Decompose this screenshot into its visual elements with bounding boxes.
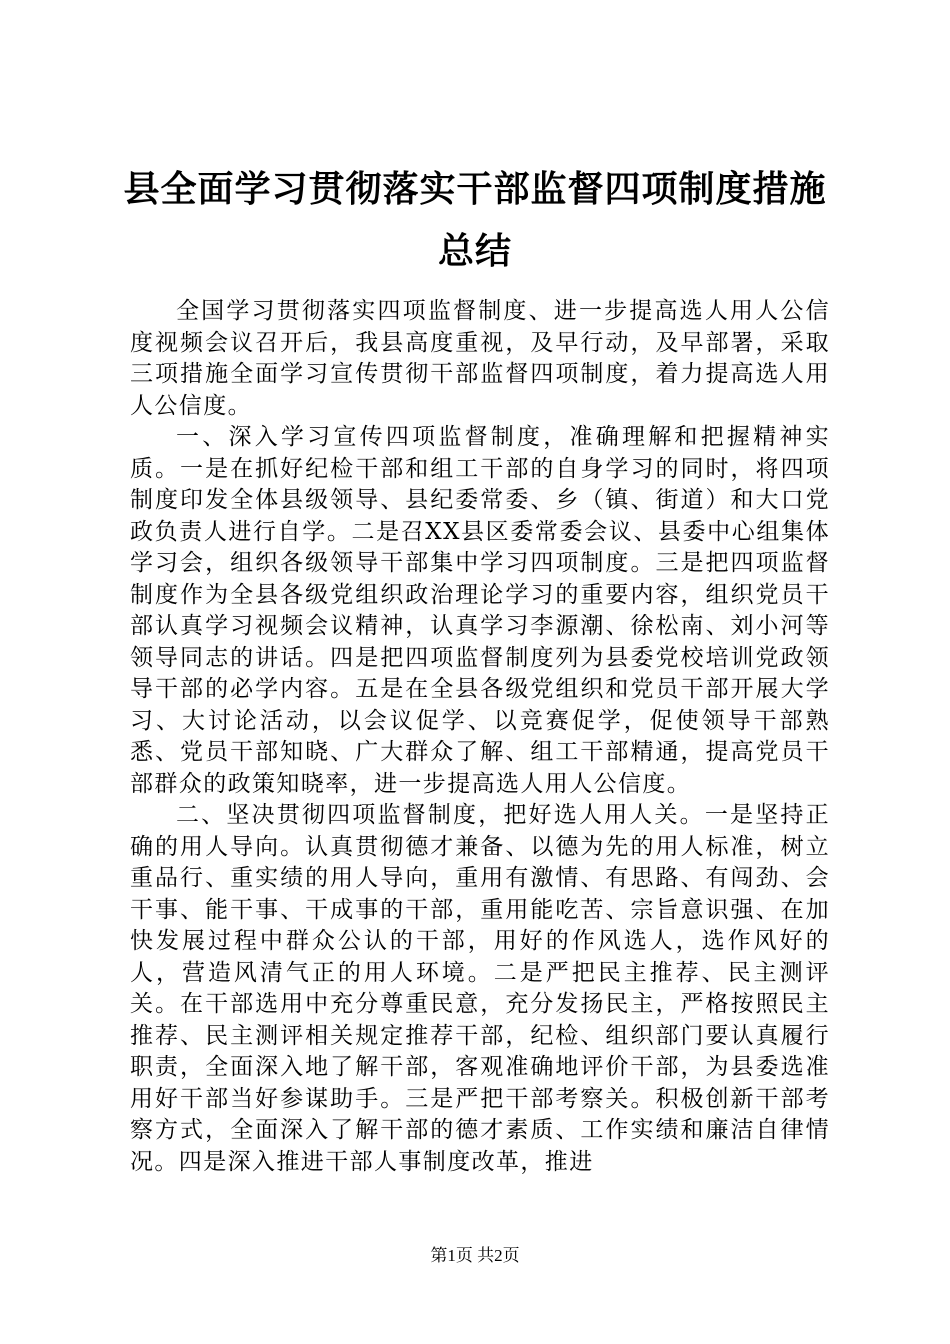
paragraph-section-1: 一、深入学习宣传四项监督制度，准确理解和把握精神实质。一是在抓好纪检干部和组工干部的自身学习的同时，将四项制度印发全体县级领导、县纪委常委、乡（镇、街道）和大口党政负责人进行自学。二是召XX县区委常委会议、县委中心组集体学习会，组织各级领导干部集中学习四项制度。三是把四项监督制度作为全县各级党组织政治理论学习的重要内容，组织党员干部认真学习视频会议精神，认真学习李源潮、徐松南、刘小河等领导同志的讲话。四是把四项监督制度列为县委党校培训党政领导干部的必学内容。五是在全县各级党组织和党员干部开展大学习、大讨论活动，以会议促学、以竞赛促学，促使领导干部熟悉、党员干部知晓、广大群众了解、组工干部精通，提高党员干部群众的政策知晓率，进一步提高选人用人公信度。: [130, 424, 830, 797]
paragraph-intro: 全国学习贯彻落实四项监督制度、进一步提高选人用人公信度视频会议召开后，我县高度重视，及早行动，及早部署，采取三项措施全面学习宣传贯彻干部监督四项制度，着力提高选人用人公信度。: [130, 298, 830, 419]
document-body: [130, 296, 830, 1178]
paragraph-section-2: 二、坚决贯彻四项监督制度，把好选人用人关。一是坚持正确的用人导向。认真贯彻德才兼备、以德为先的用人标准，树立重品行、重实绩的用人导向，重用有激情、有思路、有闯劲、会干事、能干事、干成事的干部，重用能吃苦、宗旨意识强、在加快发展过程中群众公认的干部，用好的作风选人，选作风好的人，营造风清气正的用人环境。二是严把民主推荐、民主测评关。在干部选用中充分尊重民意，充分发扬民主，严格按照民主推荐、民主测评相关规定推荐干部，纪检、组织部门要认真履行职责，全面深入地了解干部，客观准确地评价干部，为县委选准用好干部当好参谋助手。三是严把干部考察关。积极创新干部考察方式，全面深入了解干部的德才素质、工作实绩和廉洁自律情况。四是深入推进干部人事制度改革，推进: [130, 802, 830, 1175]
page-number-footer: 第1页 共2页: [430, 1246, 520, 1265]
document-title: 县全面学习贯彻落实干部监督四项制度措施总结: [123, 168, 827, 272]
